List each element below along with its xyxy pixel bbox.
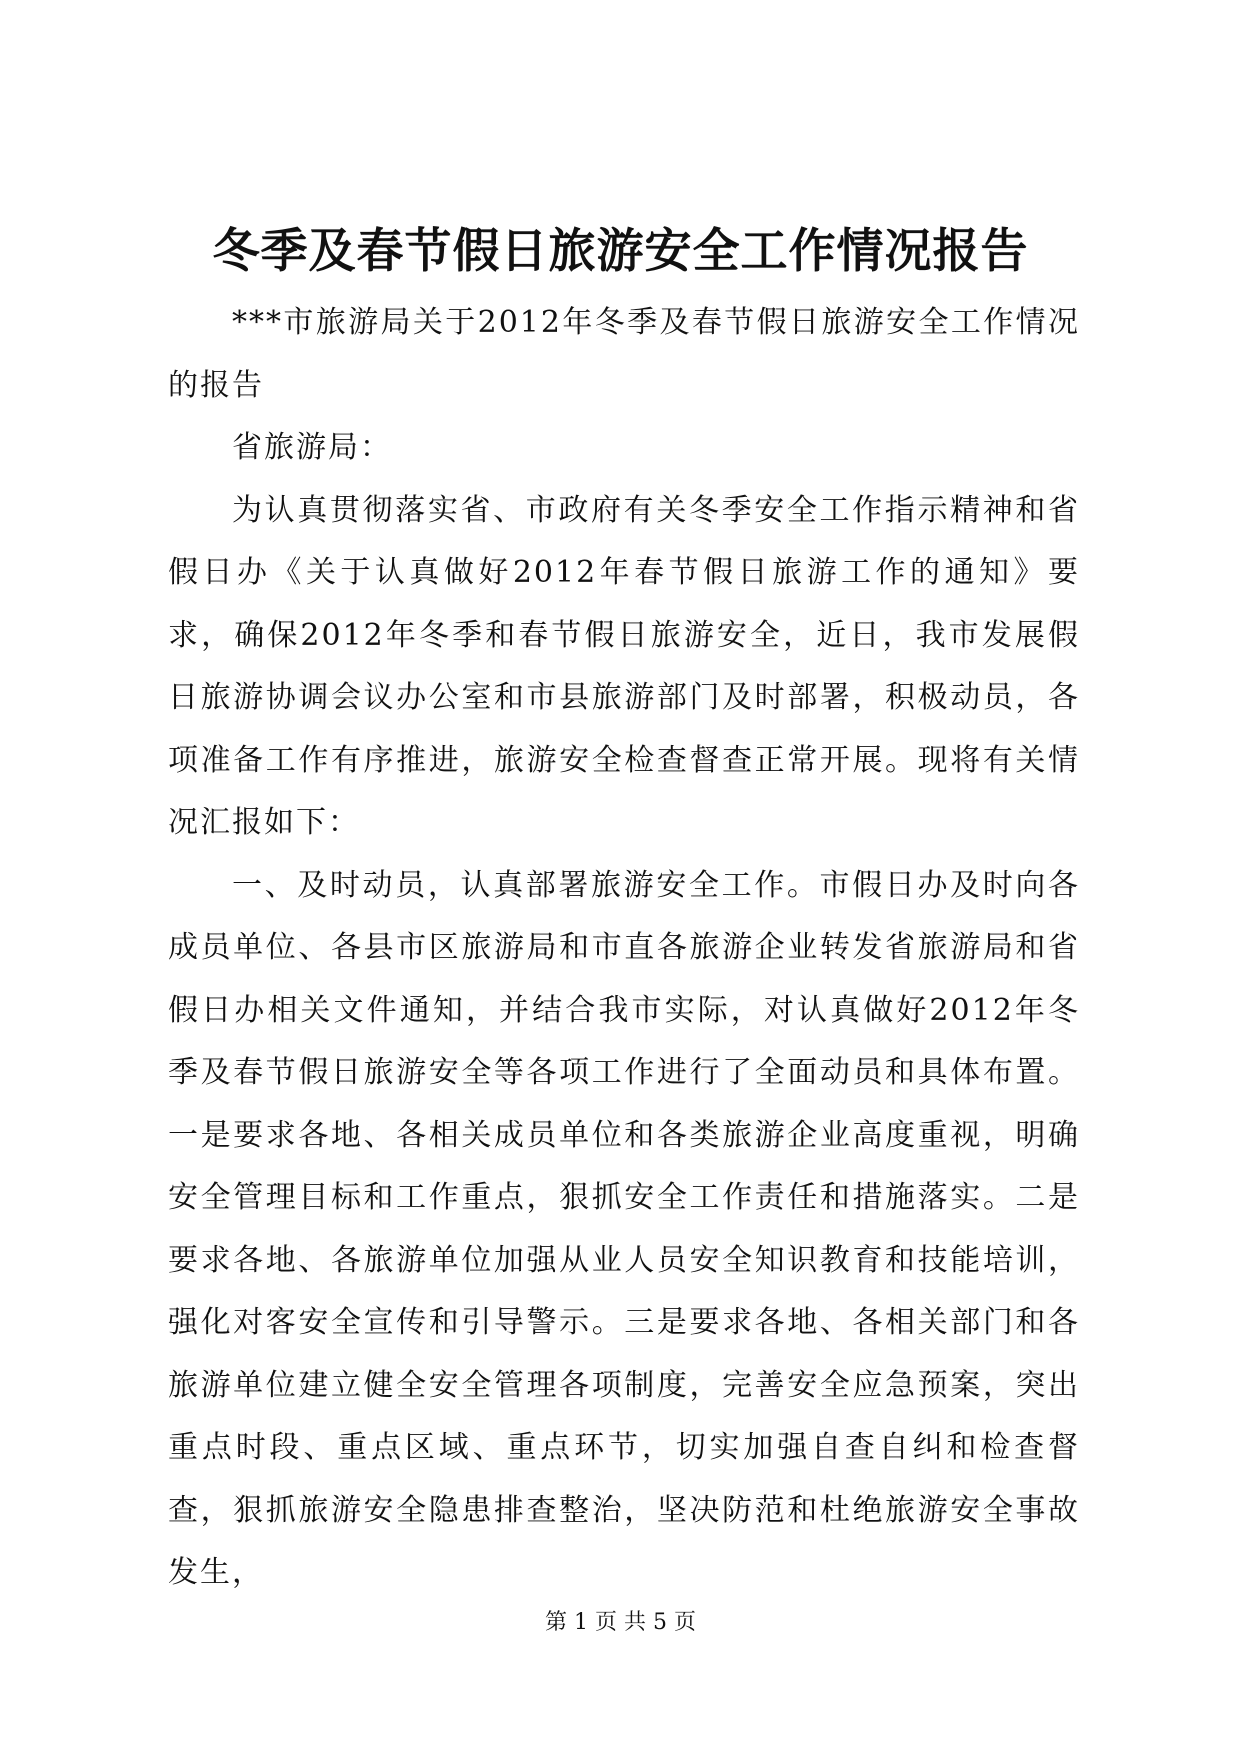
document-title: 冬季及春节假日旅游安全工作情况报告: [212, 224, 1029, 279]
document-body: [168, 292, 1080, 1605]
section-one-paragraph: 一、及时动员，认真部署旅游安全工作。市假日办及时向各成员单位、各县市区旅游局和市直各旅游企业转发省旅游局和省假日办相关文件通知，并结合我市实际，对认真做好2012年冬季及春节假日旅游安全等各项工作进行了全面动员和具体布置。一是要求各地、各相关成员单位和各类旅游企业高度重视，明确安全管理目标和工作重点，狠抓安全工作责任和措施落实。二是要求各地、各旅游单位加强从业人员安全知识教育和技能培训，强化对客安全宣传和引导警示。三是要求各地、各相关部门和各旅游单位建立健全安全管理各项制度，完善安全应急预案，突出重点时段、重点区域、重点环节，切实加强自查自纠和检查督查，狠抓旅游安全隐患排查整治，坚决防范和杜绝旅游安全事故发生，: [168, 867, 1080, 1590]
subtitle-paragraph: ***市旅游局关于2012年冬季及春节假日旅游安全工作情况的报告: [168, 305, 1080, 403]
intro-paragraph: 为认真贯彻落实省、市政府有关冬季安全工作指示精神和省假日办《关于认真做好2012年春节假日旅游工作的通知》要求，确保2012年冬季和春节假日旅游安全，近日，我市发展假日旅游协调会议办公室和市县旅游部门及时部署，积极动员，各项准备工作有序推进，旅游安全检查督查正常开展。现将有关情况汇报如下：: [168, 492, 1080, 840]
page-number-footer: 第 1 页 共 5 页: [545, 1610, 696, 1635]
salutation-paragraph: 省旅游局：: [232, 430, 392, 465]
